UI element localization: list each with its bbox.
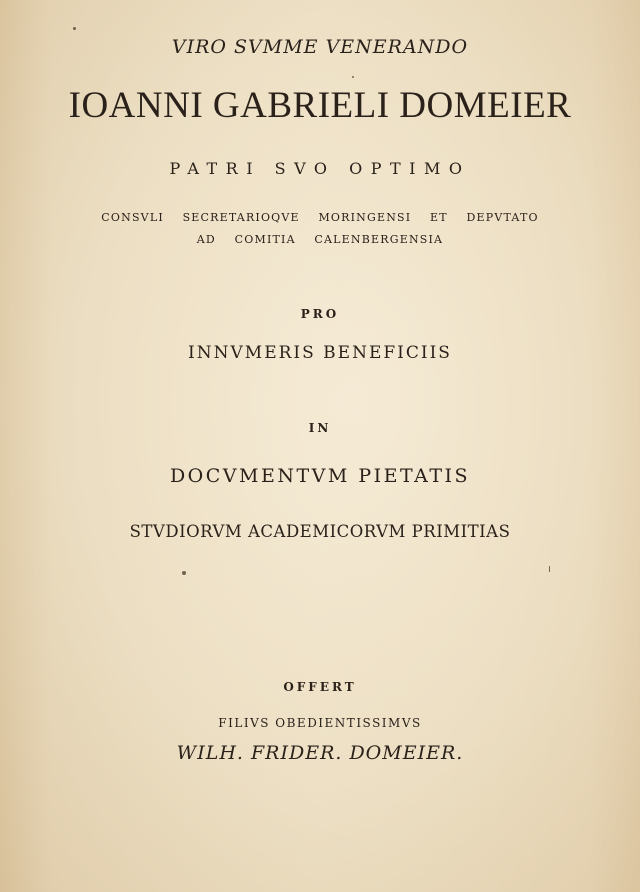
pro-line: PRO xyxy=(300,307,340,321)
office-line-1: CONSVLI SECRETARIOQVE MORINGENSI ET DEPVTATO xyxy=(101,211,539,224)
beneficiis-line: INNVMERIS BENEFICIIS xyxy=(188,343,452,363)
ink-speck xyxy=(352,76,354,78)
ink-speck xyxy=(73,27,76,30)
studiorum-line: STVDIORVM ACADEMICORVM PRIMITIAS xyxy=(129,522,511,541)
office-line-2: AD COMITIA CALENBERGENSIA xyxy=(196,233,444,246)
offert-line: OFFERT xyxy=(283,680,357,694)
recipient-name: IOANNI GABRIELI DOMEIER xyxy=(68,85,572,126)
author-name: WILH. FRIDER. DOMEIER. xyxy=(176,742,464,764)
in-line: IN xyxy=(308,421,332,435)
ink-speck xyxy=(549,566,550,572)
patri-line: PATRI SVO OPTIMO xyxy=(169,159,471,178)
documentum-line: DOCVMENTVM PIETATIS xyxy=(169,465,471,487)
dedication-line: VIRO SVMME VENERANDO xyxy=(171,36,469,58)
filius-line: FILIVS OBEDIENTISSIMVS xyxy=(218,716,422,730)
ink-speck xyxy=(182,571,186,575)
